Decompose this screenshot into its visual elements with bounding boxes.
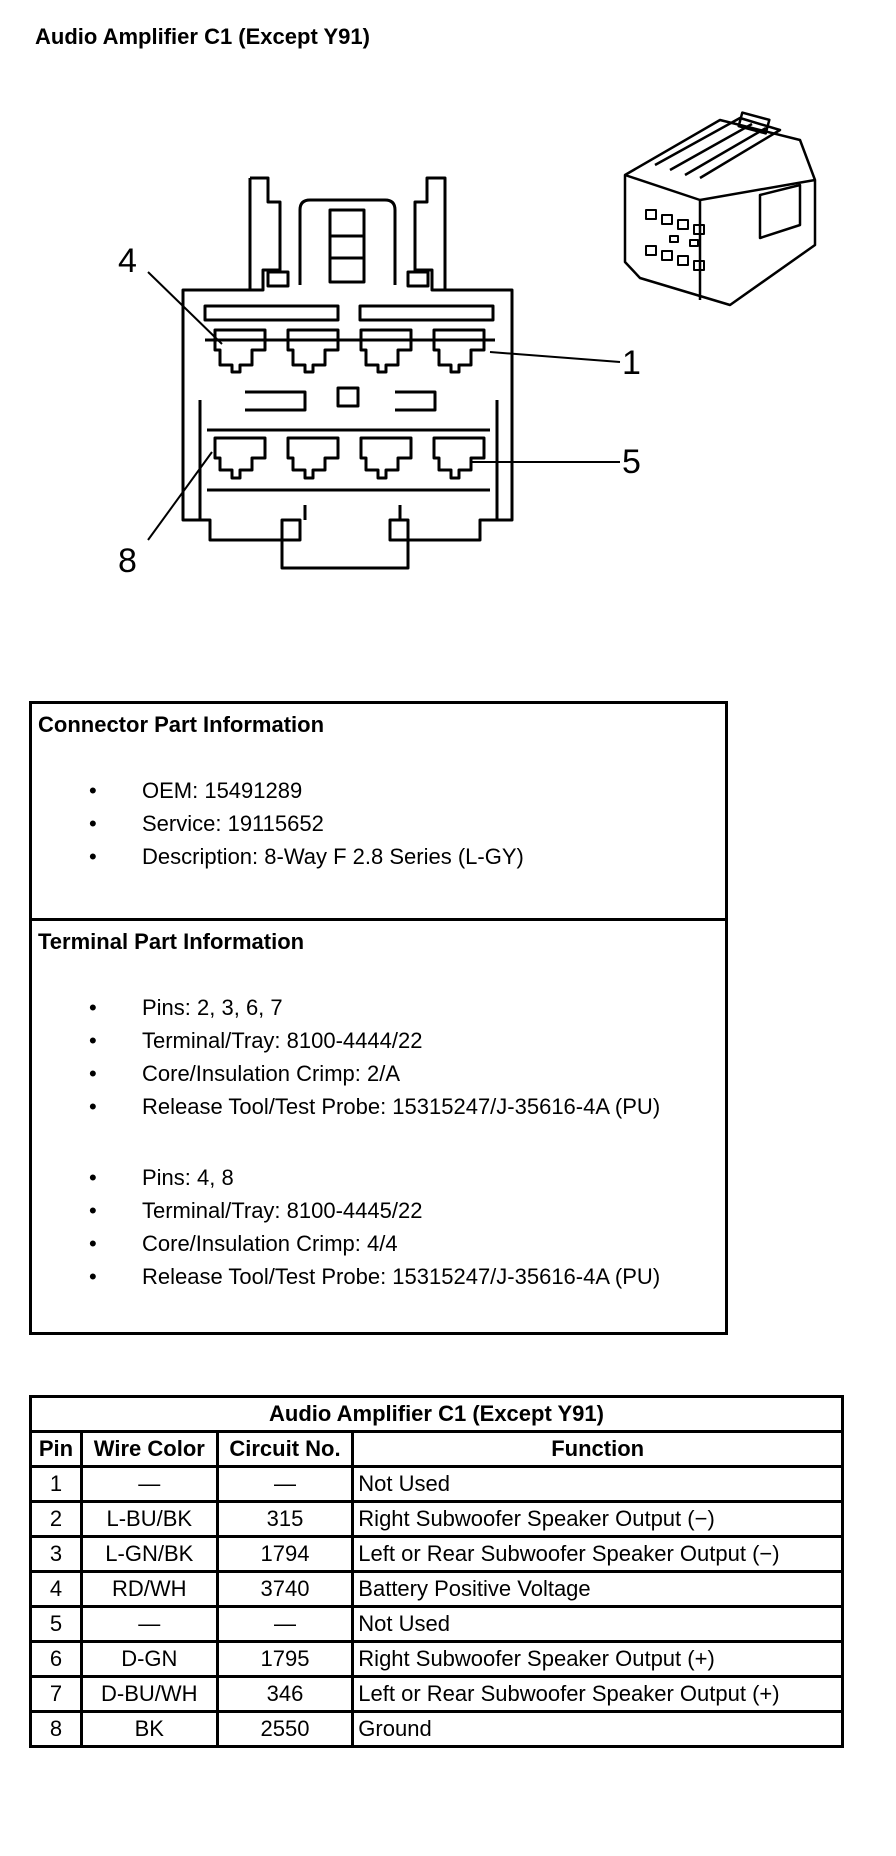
circuit-cell: 2550: [217, 1712, 353, 1747]
callout-4: 4: [118, 242, 137, 280]
list-item: • Release Tool/Test Probe: 15315247/J-35616-4A (PU): [38, 1090, 725, 1123]
list-item: • Release Tool/Test Probe: 15315247/J-35616-4A (PU): [38, 1260, 725, 1293]
function-cell: Not Used: [353, 1467, 843, 1502]
bullet-icon: •: [89, 778, 97, 803]
pin-cell: 6: [31, 1642, 82, 1677]
terminal-info-list-group-1: [38, 991, 725, 1123]
pin-cell: 3: [31, 1537, 82, 1572]
list-item: • OEM: 15491289: [38, 774, 725, 807]
pin-table-title: Audio Amplifier C1 (Except Y91): [31, 1397, 843, 1432]
function-cell: Right Subwoofer Speaker Output (+): [353, 1642, 843, 1677]
page-title: Audio Amplifier C1 (Except Y91): [35, 24, 370, 49]
table-row: [31, 1467, 843, 1502]
list-item: • Service: 19115652: [38, 807, 725, 840]
pin-cell: 5: [31, 1607, 82, 1642]
pin-cell: 1: [31, 1467, 82, 1502]
function-cell: Battery Positive Voltage: [353, 1572, 843, 1607]
list-item: • Core/Insulation Crimp: 2/A: [38, 1057, 725, 1090]
circuit-cell: —: [217, 1467, 353, 1502]
bullet-icon: •: [89, 1231, 97, 1256]
pin-cell: 2: [31, 1502, 82, 1537]
table-row: [31, 1572, 843, 1607]
function-cell: Ground: [353, 1712, 843, 1747]
column-header-wire-color: Wire Color: [81, 1432, 217, 1467]
callout-5: 5: [622, 443, 641, 481]
bullet-icon: •: [89, 1264, 97, 1289]
connector-info-heading: Connector Part Information: [38, 712, 325, 737]
table-row: [31, 1677, 843, 1712]
list-item: • Core/Insulation Crimp: 4/4: [38, 1227, 725, 1260]
bullet-icon: •: [89, 1028, 97, 1053]
part-information-box: [29, 701, 728, 1335]
connector-iso-view: [625, 113, 815, 305]
pin-cell: 7: [31, 1677, 82, 1712]
table-row: [31, 1607, 843, 1642]
pin-cell: 8: [31, 1712, 82, 1747]
terminal-part-info: [32, 921, 725, 1293]
list-item: • Description: 8-Way F 2.8 Series (L-GY): [38, 840, 725, 873]
circuit-cell: 1795: [217, 1642, 353, 1677]
terminal-info-heading: Terminal Part Information: [38, 929, 305, 954]
pin-table: [29, 1395, 844, 1748]
wire-color-cell: L-BU/BK: [81, 1502, 217, 1537]
column-header-pin: Pin: [31, 1432, 82, 1467]
connector-info-list: [38, 774, 725, 873]
function-cell: Left or Rear Subwoofer Speaker Output (−): [353, 1537, 843, 1572]
bullet-icon: •: [89, 1165, 97, 1190]
bullet-icon: •: [89, 844, 97, 869]
circuit-cell: 346: [217, 1677, 353, 1712]
wire-color-cell: D-BU/WH: [81, 1677, 217, 1712]
bullet-icon: •: [89, 1061, 97, 1086]
circuit-cell: 3740: [217, 1572, 353, 1607]
function-cell: Right Subwoofer Speaker Output (−): [353, 1502, 843, 1537]
pin-cell: 4: [31, 1572, 82, 1607]
callout-1: 1: [622, 344, 641, 382]
circuit-cell: 315: [217, 1502, 353, 1537]
wire-color-cell: BK: [81, 1712, 217, 1747]
connector-part-info: [32, 704, 725, 921]
list-item: • Terminal/Tray: 8100-4445/22: [38, 1194, 725, 1227]
circuit-cell: —: [217, 1607, 353, 1642]
table-row: [31, 1502, 843, 1537]
wire-color-cell: D-GN: [81, 1642, 217, 1677]
function-cell: Left or Rear Subwoofer Speaker Output (+): [353, 1677, 843, 1712]
column-header-function: Function: [353, 1432, 843, 1467]
circuit-cell: 1794: [217, 1537, 353, 1572]
wire-color-cell: —: [81, 1607, 217, 1642]
bullet-icon: •: [89, 1094, 97, 1119]
terminal-info-list-group-2: [38, 1161, 725, 1293]
table-row: [31, 1642, 843, 1677]
wire-color-cell: —: [81, 1467, 217, 1502]
bullet-icon: •: [89, 1198, 97, 1223]
column-header-circuit-no: Circuit No.: [217, 1432, 353, 1467]
bullet-icon: •: [89, 995, 97, 1020]
wire-color-cell: L-GN/BK: [81, 1537, 217, 1572]
function-cell: Not Used: [353, 1607, 843, 1642]
callout-8: 8: [118, 542, 137, 580]
connector-diagram: [0, 100, 896, 620]
table-row: [31, 1712, 843, 1747]
list-item: • Pins: 2, 3, 6, 7: [38, 991, 725, 1024]
bullet-icon: •: [89, 811, 97, 836]
list-item: • Terminal/Tray: 8100-4444/22: [38, 1024, 725, 1057]
list-item: • Pins: 4, 8: [38, 1161, 725, 1194]
wire-color-cell: RD/WH: [81, 1572, 217, 1607]
table-row: [31, 1537, 843, 1572]
